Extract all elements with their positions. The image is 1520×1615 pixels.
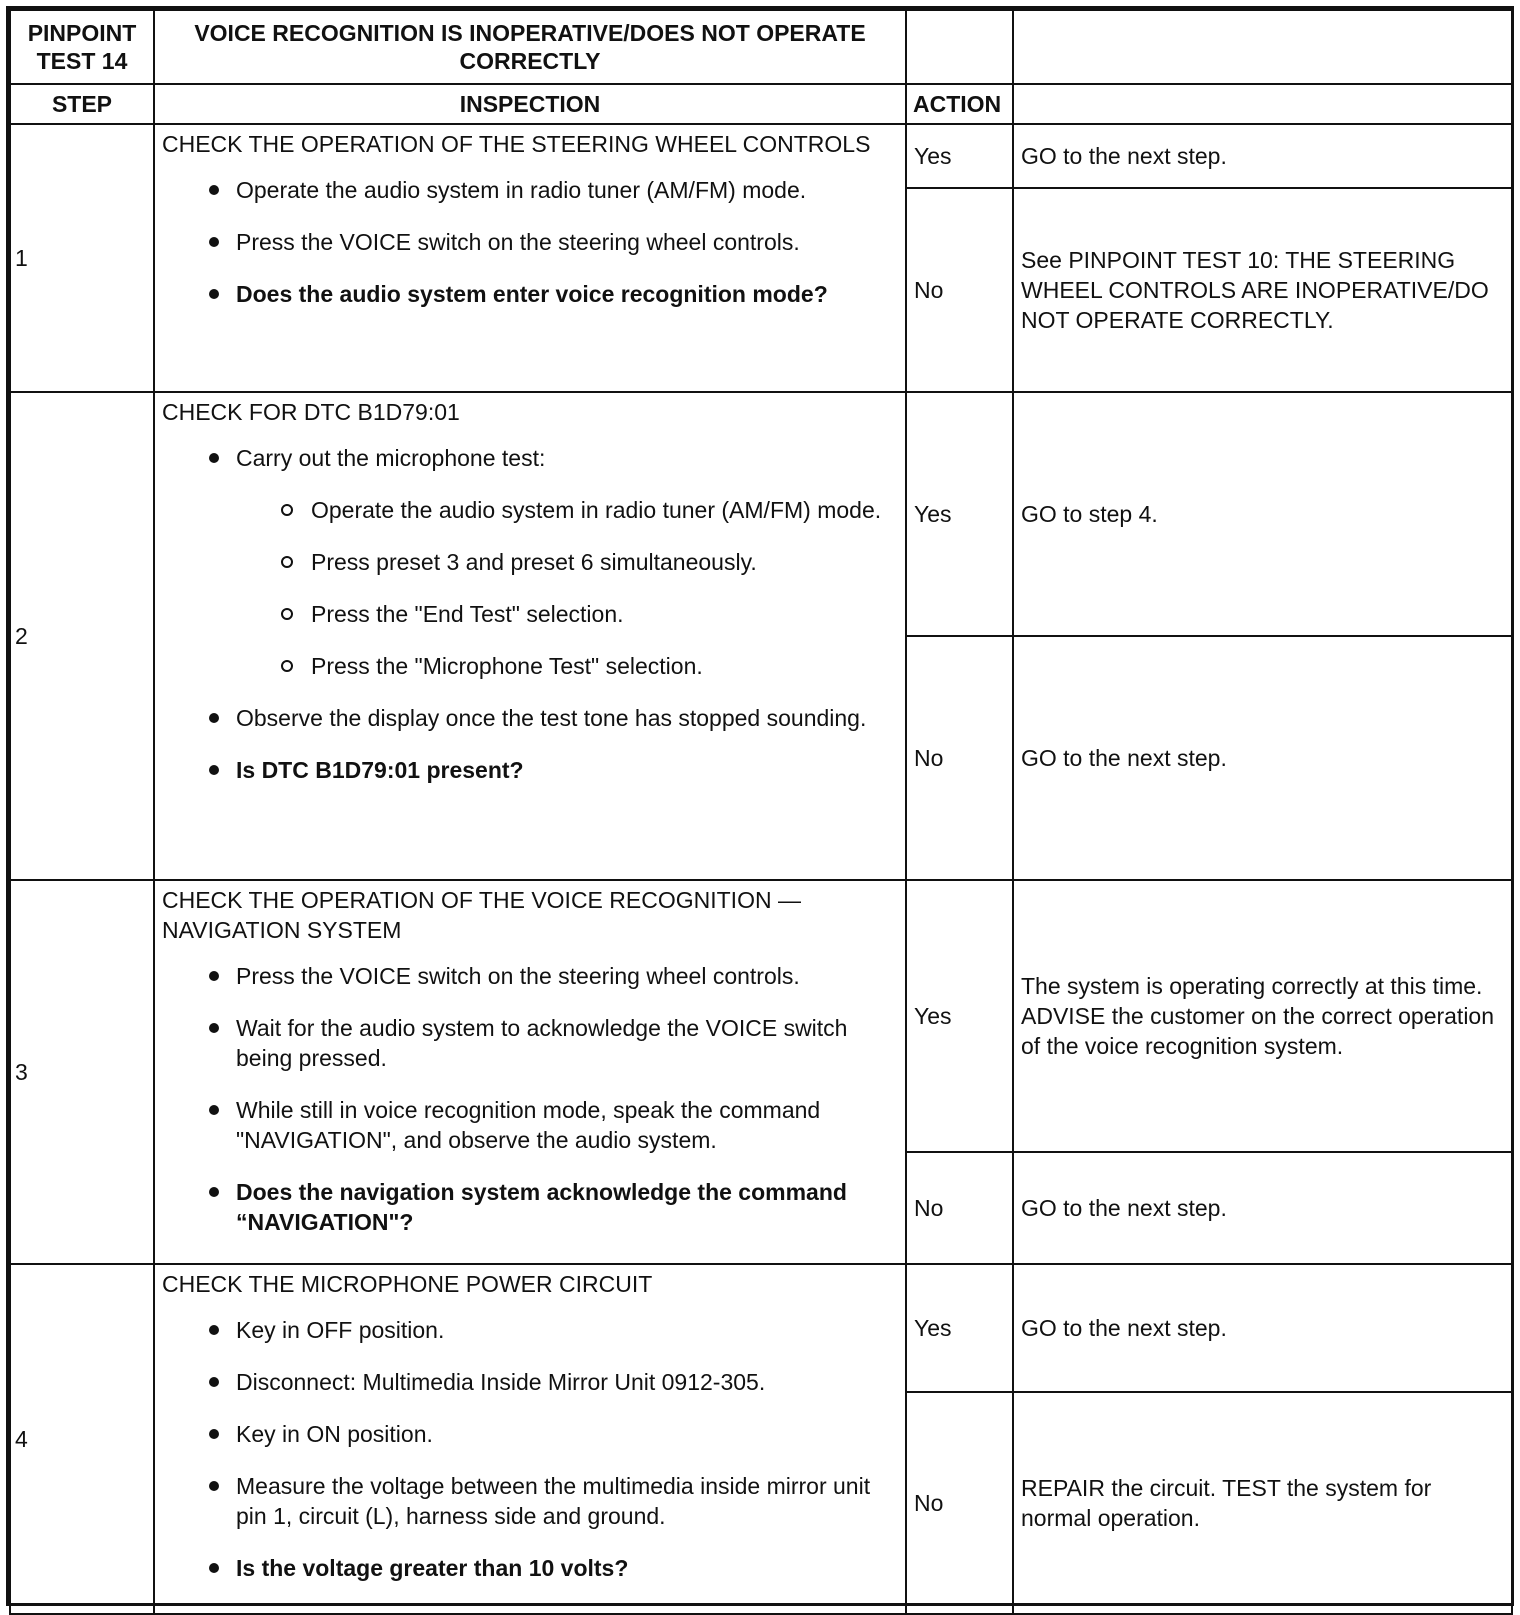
bullet-list — [162, 961, 898, 1237]
bullet-icon — [209, 1377, 219, 1387]
yes-action: GO to step 4. — [1013, 392, 1512, 636]
list-item — [206, 1553, 898, 1583]
yes-label: Yes — [906, 880, 1013, 1152]
no-label: No — [906, 188, 1013, 392]
blank-header-cell — [1013, 84, 1512, 124]
pinpoint-test-table — [9, 9, 1513, 1615]
bullet-icon — [209, 971, 219, 981]
list-item — [206, 755, 898, 785]
step-column-header: STEP — [10, 84, 154, 124]
bullet-icon — [209, 1325, 219, 1335]
list-item: Disconnect: Multimedia Inside Mirror Unit 0912-305. — [206, 1367, 898, 1397]
step-2-row — [10, 392, 1512, 636]
bullet-list — [162, 175, 898, 309]
step-question: Is the voltage greater than 10 volts? — [236, 1555, 629, 1581]
list-item: Wait for the audio system to acknowledge the VOICE switch being pressed. — [206, 1013, 898, 1073]
no-action: REPAIR the circuit. TEST the system for normal operation. — [1013, 1392, 1512, 1614]
step-number: 4 — [10, 1264, 154, 1614]
step-inspection — [154, 1264, 906, 1614]
list-item: Press the VOICE switch on the steering wheel controls. — [206, 227, 898, 257]
step-title: CHECK THE MICROPHONE POWER CIRCUIT — [162, 1271, 653, 1297]
step-4-row — [10, 1264, 1512, 1392]
step-inspection — [154, 124, 906, 392]
step-question: Is DTC B1D79:01 present? — [236, 757, 524, 783]
no-action: GO to the next step. — [1013, 1152, 1512, 1264]
bullet-icon — [209, 1429, 219, 1439]
step-title: CHECK THE OPERATION OF THE VOICE RECOGNITION — NAVIGATION SYSTEM — [162, 887, 801, 943]
step-3-row — [10, 880, 1512, 1152]
yes-action: GO to the next step. — [1013, 124, 1512, 188]
step-1-row — [10, 124, 1512, 188]
step-question: Does the navigation system acknowledge the command “NAVIGATION"? — [236, 1179, 847, 1235]
yes-label: Yes — [906, 124, 1013, 188]
list-item: Press the "End Test" selection. — [281, 599, 898, 629]
hollow-bullet-icon — [281, 504, 293, 516]
blank-header-cell — [906, 10, 1013, 84]
no-label: No — [906, 1152, 1013, 1264]
yes-action: The system is operating correctly at this time. ADVISE the customer on the correct operation of the voice recognition system. — [1013, 880, 1512, 1152]
bullet-icon — [209, 289, 219, 299]
no-label: No — [906, 1392, 1013, 1614]
no-action: GO to the next step. — [1013, 636, 1512, 880]
inspection-column-header: INSPECTION — [154, 84, 906, 124]
yes-label: Yes — [906, 392, 1013, 636]
step-title: CHECK FOR DTC B1D79:01 — [162, 399, 460, 425]
list-item: Operate the audio system in radio tuner (AM/FM) mode. — [281, 495, 898, 525]
step-question: Does the audio system enter voice recognition mode? — [236, 281, 828, 307]
list-item: Press the VOICE switch on the steering wheel controls. — [206, 961, 898, 991]
title-row — [10, 10, 1512, 84]
list-item: Observe the display once the test tone has stopped sounding. — [206, 703, 898, 733]
step-number: 1 — [10, 124, 154, 392]
list-item: Key in ON position. — [206, 1419, 898, 1449]
step-title: CHECK THE OPERATION OF THE STEERING WHEEL CONTROLS — [162, 131, 871, 157]
list-item: While still in voice recognition mode, speak the command "NAVIGATION", and observe the audio system. — [206, 1095, 898, 1155]
bullet-icon — [209, 1481, 219, 1491]
step-number: 2 — [10, 392, 154, 880]
step-inspection — [154, 880, 906, 1264]
list-item: Operate the audio system in radio tuner (AM/FM) mode. — [206, 175, 898, 205]
blank-header-cell — [1013, 10, 1512, 84]
list-item: Carry out the microphone test: Operate the audio system in radio tuner (AM/FM) mode. Press preset 3 and preset 6 simultaneously. Press the "End Test" selection. Press the "Microphone Test" selection. — [206, 443, 898, 681]
bullet-list — [162, 443, 898, 785]
bullet-list — [162, 1315, 898, 1583]
pinpoint-test-sheet — [6, 6, 1514, 1606]
list-item: Measure the voltage between the multimedia inside mirror unit pin 1, circuit (L), harness side and ground. — [206, 1471, 898, 1531]
list-item: Key in OFF position. — [206, 1315, 898, 1345]
bullet-icon — [209, 453, 219, 463]
bullet-icon — [209, 1105, 219, 1115]
column-header-row — [10, 84, 1512, 124]
hollow-bullet-icon — [281, 660, 293, 672]
step-number: 3 — [10, 880, 154, 1264]
hollow-bullet-icon — [281, 556, 293, 568]
bullet-icon — [209, 1023, 219, 1033]
list-item — [206, 279, 898, 309]
bullet-icon — [209, 185, 219, 195]
bullet-icon — [209, 237, 219, 247]
list-item: Press preset 3 and preset 6 simultaneously. — [281, 547, 898, 577]
action-column-header: ACTION — [906, 84, 1013, 124]
no-label: No — [906, 636, 1013, 880]
test-label: PINPOINT TEST 14 — [10, 10, 154, 84]
list-item: Press the "Microphone Test" selection. — [281, 651, 898, 681]
bullet-icon — [209, 1563, 219, 1573]
bullet-icon — [209, 713, 219, 723]
yes-label: Yes — [906, 1264, 1013, 1392]
step-inspection — [154, 392, 906, 880]
bullet-icon — [209, 1187, 219, 1197]
list-item — [206, 1177, 898, 1237]
bullet-icon — [209, 765, 219, 775]
sub-bullet-list — [236, 495, 898, 681]
no-action: See PINPOINT TEST 10: THE STEERING WHEEL CONTROLS ARE INOPERATIVE/DO NOT OPERATE CORRECTLY. — [1013, 188, 1512, 392]
hollow-bullet-icon — [281, 608, 293, 620]
test-title: VOICE RECOGNITION IS INOPERATIVE/DOES NOT OPERATE CORRECTLY — [154, 10, 906, 84]
yes-action: GO to the next step. — [1013, 1264, 1512, 1392]
